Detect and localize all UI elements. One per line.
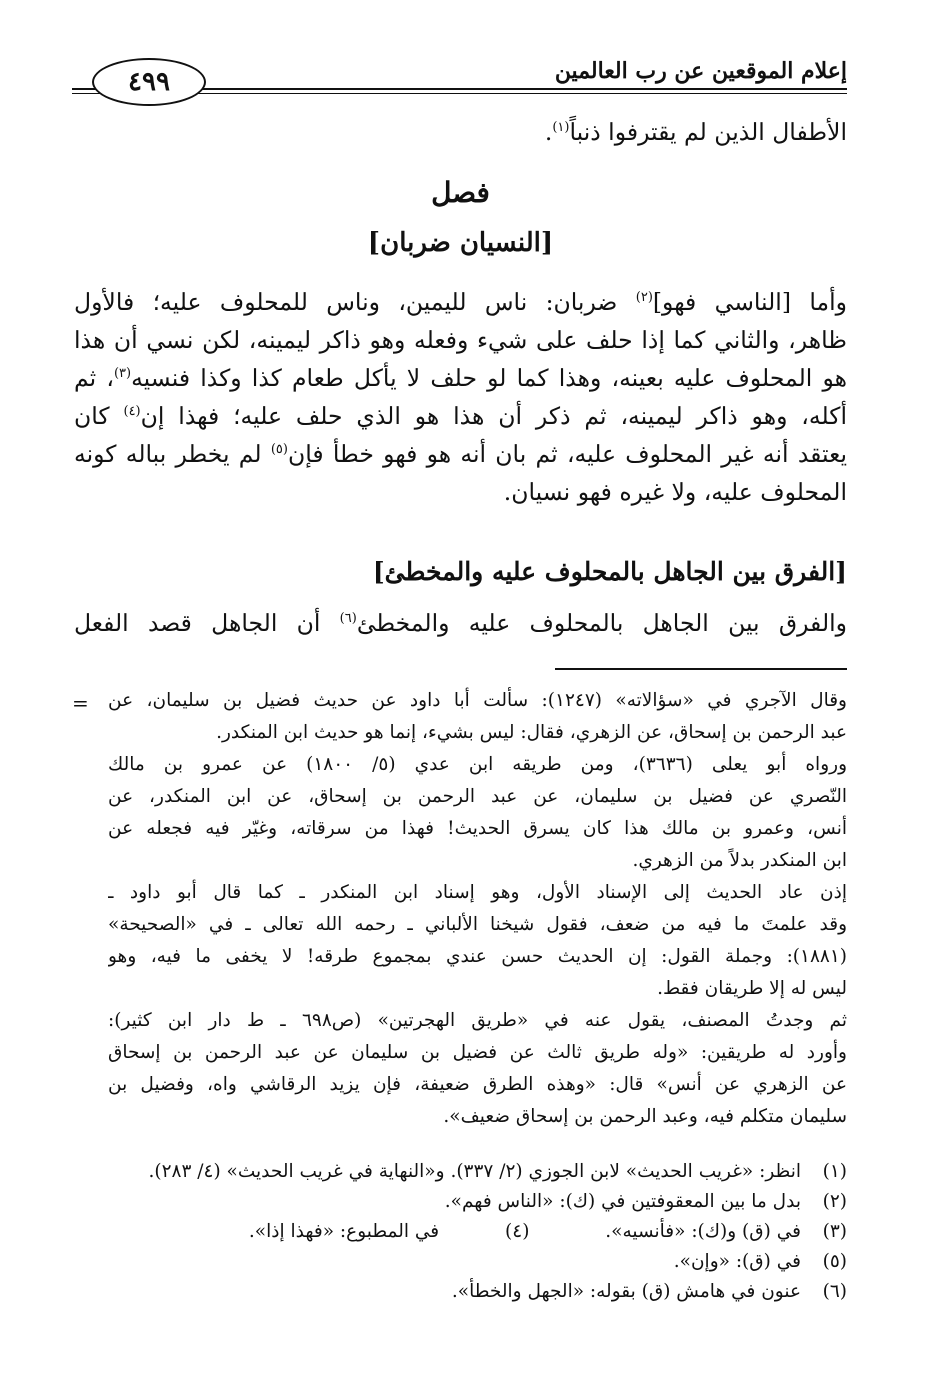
page-number: ٤٩٩ [92,58,206,106]
footnote-number: (٢) [822,1191,847,1212]
footnote-line: (١٨٨١): وجملة القول: إن الحديث حسن عندي بمجموع طرقه! لا يخفى ما فيه، وهو [108,946,847,967]
paragraph-farq [74,604,847,642]
footnote-continuation [74,685,847,1133]
footnote-text: في المطبوع: «فهذا إذا». [248,1221,440,1242]
footnote-item [74,1157,847,1187]
footnote-line: ثم وجدتُ المصنف، يقول عنه في «طريق الهجرتين» (ص٦٩٨ ـ ط دار ابن كثير): [108,1010,847,1031]
footnote-item [74,1187,847,1217]
footnote-line: عن الزهري عن أنس» قال: «وهذه الطرق ضعيفة، فإن يزيد الرقاشي واه، وفضيل بن [108,1074,847,1095]
footnote-ref: (١) [552,120,570,135]
footnotes-list [74,1157,847,1307]
footnote-ref: (٦) [339,611,357,626]
footnote-text: عنون في هامش (ق) بقوله: «الجهل والخطأ». [451,1281,801,1302]
continuation-marker: = [72,691,89,715]
footnote-ref: (٢) [635,290,653,305]
footnote-item [74,1217,847,1247]
footnote-line: أنس، وعمرو بن مالك هذا كان يسرق الحديث! فهذا من سرقاته، وغيّر فيه فجعله عن [108,818,847,839]
footnote-line: عبد الرحمن بن إسحاق، عن الزهري، فقال: ليس بشيء، إنما هو حديث ابن المنكدر. [216,722,847,743]
footnote-number: (٤) [505,1221,530,1242]
footnote-line: وقال الآجري في «سؤالاته» (١٢٤٧): سألت أبا داود عن حديث فضيل بن سليمان، عن [108,690,847,711]
section-heading-fasl: فصل [431,176,490,209]
paragraph-nisyan [74,283,847,511]
paragraph-line: يعتقد أنه غير المحلوف عليه، ثم بان أنه هو فهو خطأ فإن$^{(٥)}$ لم يخطر بباله كونه [74,440,847,468]
footnote-ref: (٤) [123,404,141,419]
footnote-line: وقد علمتَ ما فيه من ضعف، فقول شيخنا الألباني ـ رحمه الله تعالى ـ في «الصحيحة» [108,914,847,935]
footnote-text: بدل ما بين المعقوفتين في (ك): «الناس فهم». [444,1191,801,1212]
footnote-text: انظر: «غريب الحديث» لابن الجوزي (٢/ ٣٣٧). و«النهاية في غريب الحديث» (٤/ ٢٨٣). [148,1161,801,1182]
paragraph-line: وأما [الناسي فهو]$^{(٢)}$ ضربان: ناس لليمين، وناس للمحلوف عليه؛ فالأول [74,288,847,316]
footnote-line: وأورد له طريقين: «وله طريق ثالث عن فضيل بن سليمان عن عبد الرحمن بن إسحاق [108,1042,847,1063]
footnote-line: النّصري عن فضيل بن سليمان، عن عبد الرحمن بن إسحاق، عن ابن المنكدر، عن [108,786,847,807]
footnote-number: (١) [822,1161,847,1182]
paragraph-line: أكله، وهو ذاكر ليمينه، ثم ذكر أن هذا هو الذي حلف عليه؛ فهذا إن$^{(٤)}$ كان [74,402,847,430]
footnote-text: في (ق) و(ك): «فأنسيه». [605,1221,801,1242]
text-fragment: . [544,118,553,146]
subheading-farq: [الفرق بين الجاهل بالمحلوف عليه والمخطئ] [372,557,847,586]
footnote-ref: (٣) [113,366,132,381]
paragraph-line: ظاهر، والثاني كما إذا حلف على شيء وفعله وهو ذاكر ليمينه، لكن نسي أن هذا [74,326,847,354]
subheading-nisyan: [النسيان ضربان] [367,228,554,258]
text-fragment: الأطفال الذين لم يقترفوا ذنباً [569,118,847,146]
footnote-number: (٥) [822,1251,847,1272]
footnote-separator [555,668,847,670]
footnote-line: ابن المنكدر بدلاً من الزهري. [632,850,847,871]
footnote-number: (٣) [822,1221,847,1242]
paragraph-line: المحلوف عليه، ولا غيره فهو نسيان. [503,478,847,506]
footnote-item [74,1277,847,1307]
footnote-line: سليمان متكلم فيه، وعبد الرحمن بن إسحاق ضعيف». [443,1106,847,1127]
paragraph-line: هو المحلوف عليه بعينه، وهذا كما لو حلف لا يأكل طعام كذا وكذا فنسيه$^{(٣)}$، ثم [74,364,847,392]
opening-line [74,113,847,151]
footnote-item [74,1247,847,1277]
footnote-text: في (ق): «وإن». [673,1251,801,1272]
footnote-ref: (٥) [270,442,288,457]
footnote-line: إذن عاد الحديث إلى الإسناد الأول، وهو إسناد ابن المنكدر ـ كما قال أبو داود ـ [108,882,847,903]
running-title: إعلام الموقعين عن رب العالمين [554,58,847,84]
footnote-line: ورواه أبو يعلى (٣٦٣٦)، ومن طريقه ابن عدي (٥/ ١٨٠٠) عن عمرو بن مالك [108,754,847,775]
footnote-number: (٦) [822,1281,847,1302]
footnote-line: ليس له إلا طريقان فقط. [657,978,847,999]
paragraph-line: والفرق بين الجاهل بالمحلوف عليه والمخطئ$^{(٦)}$ أن الجاهل قصد الفعل [74,609,847,637]
